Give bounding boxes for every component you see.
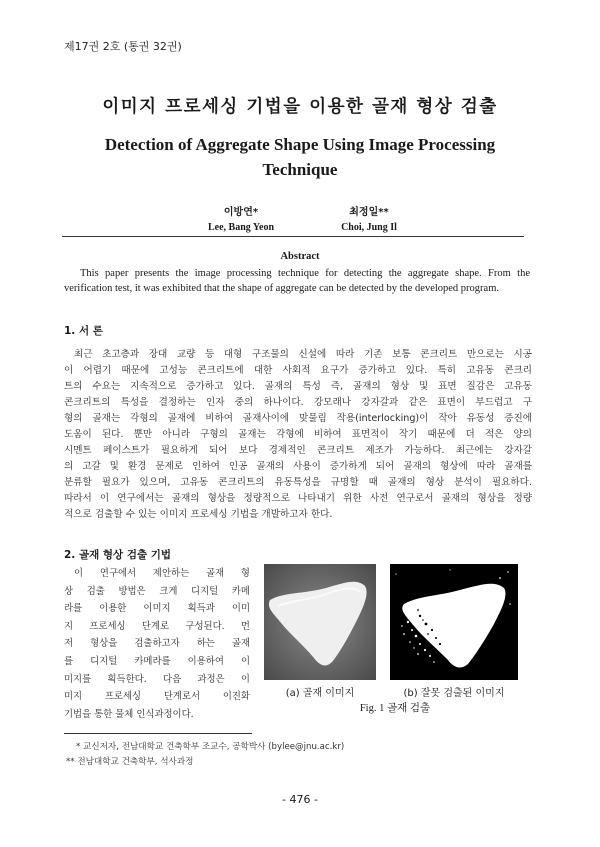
section-1-line: 의 고갈 및 환경 문제로 인하여 인공 골재의 사용이 증가하게 되어 골재의 형상에 따라 골재를 — [64, 461, 532, 472]
section-1-line: 트의 수요는 지속적으로 증가하고 있다. 골재의 특성 즉, 골재의 형상 및 표면 질감은 고유동 — [64, 381, 532, 392]
author-1-name-ko: 이방연* — [223, 207, 259, 218]
footnote-2: ** 전남대학교 건축학부, 석사과정 — [66, 757, 194, 767]
author-2-name-ko: 최정일** — [349, 207, 389, 218]
section-2-body — [64, 565, 250, 723]
section-2-line: 지 프로세싱 단계로 구성된다. 먼 — [64, 620, 250, 632]
section-1-line: 이 어렵기 때문에 고성능 콘크리트에 대한 사회적 요구가 증가하고 있다. 특히 고유동 콘크리 — [64, 365, 532, 376]
figure-title: Fig. 1 골재 검출 — [359, 703, 431, 714]
footnote-1: * 교신저자, 전남대학교 건축학부 조교수, 공학박사 (bylee@jnu.ac.kr) — [76, 742, 345, 752]
figure-misdetected-image — [390, 564, 518, 680]
figure-aggregate-photo — [264, 564, 376, 680]
section-2-heading: 2. 골재 형상 검출 기법 — [64, 549, 172, 561]
section-2-line: 라를 이용한 이미지 획득과 이미 — [64, 603, 250, 615]
section-1-line: 콘크리트의 특성을 결정하는 인자 중의 하나이다. 강모래나 강자갈과 같은 표면이 부드럽고 구 — [64, 397, 532, 408]
section-1-line: 형의 골재는 각형의 골재에 비하여 골재사이에 맞물림 작용(interlocking)이 작아 유동성 증진에 — [64, 413, 532, 424]
section-1-line: 적으로 검출할 수 있는 이미지 프로세싱 기법을 개발하고자 한다. — [64, 509, 333, 520]
author-2 — [289, 205, 449, 235]
section-2-line: 를 디지털 카메라를 이용하여 이 — [64, 655, 250, 667]
abstract-text: This paper presents the image processing technique for detecting the aggregate shape. From the verification test, it was exhibited that the shape of aggregate can be detected by the developed program. — [64, 268, 530, 294]
header-divider — [62, 236, 524, 237]
section-1-line: 최근 초고층과 장대 교량 등 대형 구조물의 신설에 따라 기존 보통 콘크리트 만으로는 시공 — [74, 349, 532, 360]
section-2-line: 상 검출 방법은 크게 디지털 카메 — [64, 585, 250, 597]
section-2-line: 이 연구에서 제안하는 골재 형 — [74, 568, 250, 579]
title-korean: 이미지 프로세싱 기법을 이용한 골재 형상 검출 — [102, 97, 498, 117]
figure-caption-a: (a) 골재 이미지 — [285, 688, 355, 699]
section-1-body — [64, 347, 532, 523]
section-2-line: 기법을 통한 물체 인식과정이다. — [64, 708, 194, 720]
section-2-line: 미지 프로세싱 단계로서 이진화 — [64, 691, 250, 703]
section-2-line: 미지를 획득한다. 다음 과정은 이 — [64, 673, 250, 685]
abstract-heading: Abstract — [280, 251, 320, 262]
section-1-line: 분류할 필요가 있으며, 고유동 콘크리트의 유동특성을 규명할 때 골재의 형상 분석이 필요하다. — [64, 477, 532, 488]
section-1-line: 따라서 이 연구에서는 골재의 형상을 정량적으로 나타내기 위한 사전 연구로서 골재의 형상을 정량 — [64, 493, 532, 504]
page-number: - 476 - — [282, 793, 318, 806]
footnote-divider — [64, 733, 252, 734]
section-2-line: 저 형상을 검출하고자 하는 골재 — [64, 638, 250, 650]
section-1-line: 시멘트 페이스트가 필요하게 되어 보다 경제적인 콘크리트 제조가 가능하다. 최근에는 강자갈 — [64, 445, 532, 456]
section-1-heading: 1. 서 론 — [64, 325, 103, 337]
figure-caption-b: (b) 잘못 검출된 이미지 — [403, 688, 505, 699]
author-1-name-en: Lee, Bang Yeon — [207, 222, 275, 233]
title-english: Detection of Aggregate Shape Using Image Processing Technique — [104, 135, 496, 179]
author-2-name-en: Choi, Jung Il — [341, 222, 397, 233]
section-1-line: 도움이 된다. 뿐만 아니라 구형의 골재는 각형에 비하여 표면적이 작기 때문에 더 적은 양의 — [64, 429, 532, 440]
running-head: 제17권 2호 (통권 32권) — [64, 40, 182, 53]
